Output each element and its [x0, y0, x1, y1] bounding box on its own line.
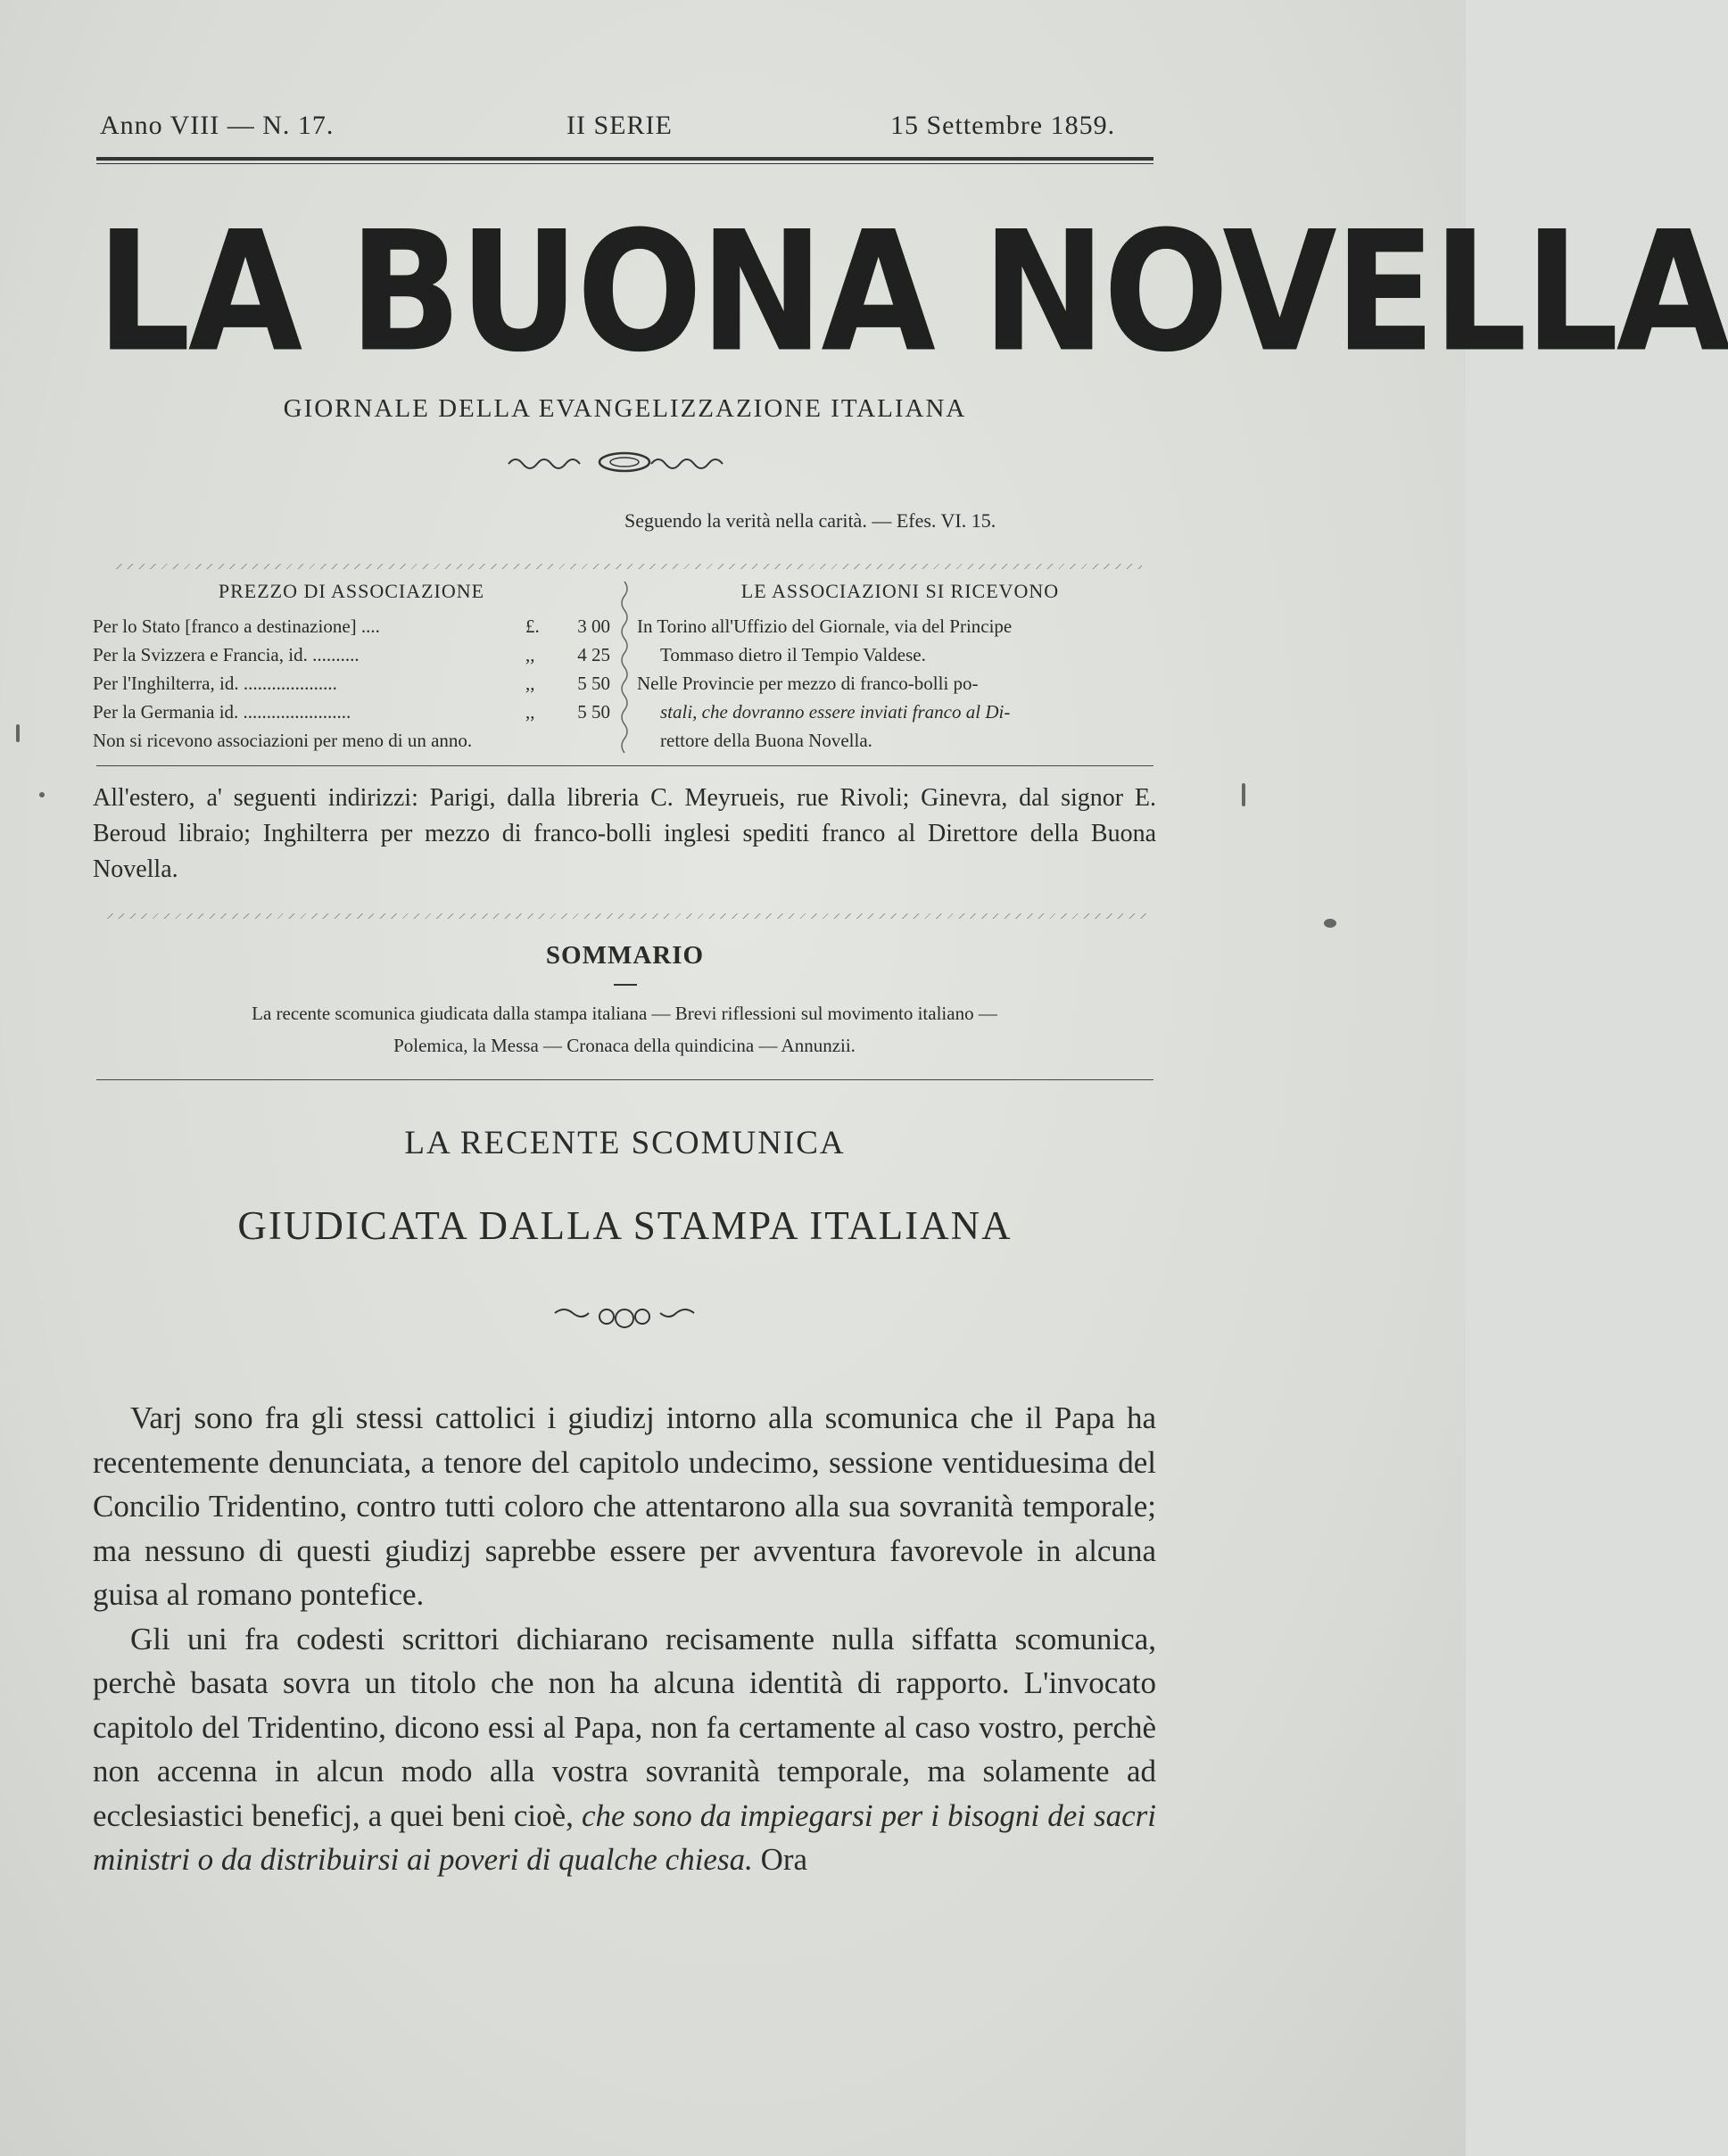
where-line: Tommaso dietro il Tempio Valdese. — [660, 644, 926, 665]
price-row: Per la Svizzera e Francia, id. .......... ,, 4 25 — [93, 644, 610, 665]
masthead-title: LA BUONA NOVELLA — [96, 196, 1728, 390]
abroad-note: All'estero, a' seguenti indirizzi: Parigi, dalla libreria C. Meyrueis, rue Rivoli; Ginevra, dal signor E. Beroud libraio; Inghilterra per mezzo di franco-bolli inglesi spediti franco al Direttore della Buona Novella. — [93, 784, 1156, 883]
summary-line: La recente scomunica giudicata dalla stampa italiana — Brevi riflessioni sul movimento italiano — — [252, 1003, 997, 1024]
issue-date: 15 Settembre 1859. — [890, 111, 1116, 140]
subtitle: GIORNALE DELLA EVANGELIZZAZIONE ITALIANA — [283, 394, 967, 423]
series-label: II SERIE — [566, 111, 673, 140]
flourish-ornament — [504, 446, 745, 478]
wavy-rule — [107, 913, 1151, 919]
article-title-line1: LA RECENTE SCOMUNICA — [404, 1125, 846, 1161]
prices-column — [93, 580, 610, 755]
article-title-line2: GIUDICATA DALLA STAMPA ITALIANA — [237, 1203, 1013, 1248]
summary-dash — [614, 984, 637, 986]
section-rule — [96, 1079, 1153, 1080]
minimum-note: Non si ricevono associazioni per meno di un anno. — [93, 730, 473, 751]
article-paragraph: Varj sono fra gli stessi cattolici i giudizj intorno alla scomunica che il Papa ha recentemente denunciata, a tenore del capitolo undecimo, sessione ventiduesima del Concilio Tridentino, contro tutti coloro che attentarono alla sua sovranità temporale; ma nessuno di questi giudizj saprebbe essere per avventura favorevole in alcuna guisa al romano pontefice. — [93, 1400, 1156, 1612]
issue-number: Anno VIII — N. 17. — [100, 111, 335, 140]
ink-speck — [39, 792, 45, 797]
ink-speck — [1242, 783, 1245, 806]
header-rule — [96, 157, 1153, 164]
wavy-rule — [116, 564, 1142, 569]
vignette-ornament — [553, 1299, 696, 1334]
where-column — [637, 580, 1163, 755]
article-paragraph: Gli uni fra codesti scrittori dichiarano recisamente nulla siffatta scomunica, perchè basata sovra un titolo che non ha alcuna identità di rapporto. L'invocato capitolo del Tridentino, dicono essi al Papa, non fa certamente al caso vostro, perchè non accenna in alcun modo alla vostra sovranità temporale, ma solamente ad ecclesiastici beneficj, a quei beni cioè, che sono da impiegarsi per i bisogni dei sacri ministri o da distribuirsi ai poveri di qualche chiesa. Ora — [93, 1621, 1157, 1877]
ink-speck — [16, 724, 20, 742]
where-heading: LE ASSOCIAZIONI SI RICEVONO — [740, 580, 1060, 602]
where-line: Nelle Provincie per mezzo di franco-bolli po- — [637, 673, 979, 694]
summary-line: Polemica, la Messa — Cronaca della quindicina — Annunzii. — [393, 1035, 856, 1056]
price-row: Per l'Inghilterra, id. .................... ,, 5 50 — [93, 673, 610, 694]
price-row: Per lo Stato [franco a destinazione] .... £. 3 00 — [93, 615, 610, 637]
article-body — [93, 1396, 1156, 1882]
summary-title: SOMMARIO — [545, 941, 705, 970]
section-rule — [96, 765, 1153, 766]
where-line: rettore della Buona Novella. — [660, 730, 872, 751]
issue-header — [96, 111, 1153, 146]
subscription-box — [93, 580, 1156, 758]
brace-divider — [617, 580, 632, 758]
motto: Seguendo la verità nella carità. — Efes. VI. 15. — [624, 509, 996, 532]
summary-text — [93, 997, 1156, 1061]
where-line: stali, che dovranno essere inviati franco al Di- — [660, 701, 1011, 723]
where-line: In Torino all'Uffizio del Giornale, via del Principe — [637, 615, 1013, 637]
price-row: Per la Germania id. ....................... ,, 5 50 — [93, 701, 610, 723]
ink-speck — [1324, 919, 1336, 928]
prices-heading: PREZZO DI ASSOCIAZIONE — [218, 580, 485, 602]
